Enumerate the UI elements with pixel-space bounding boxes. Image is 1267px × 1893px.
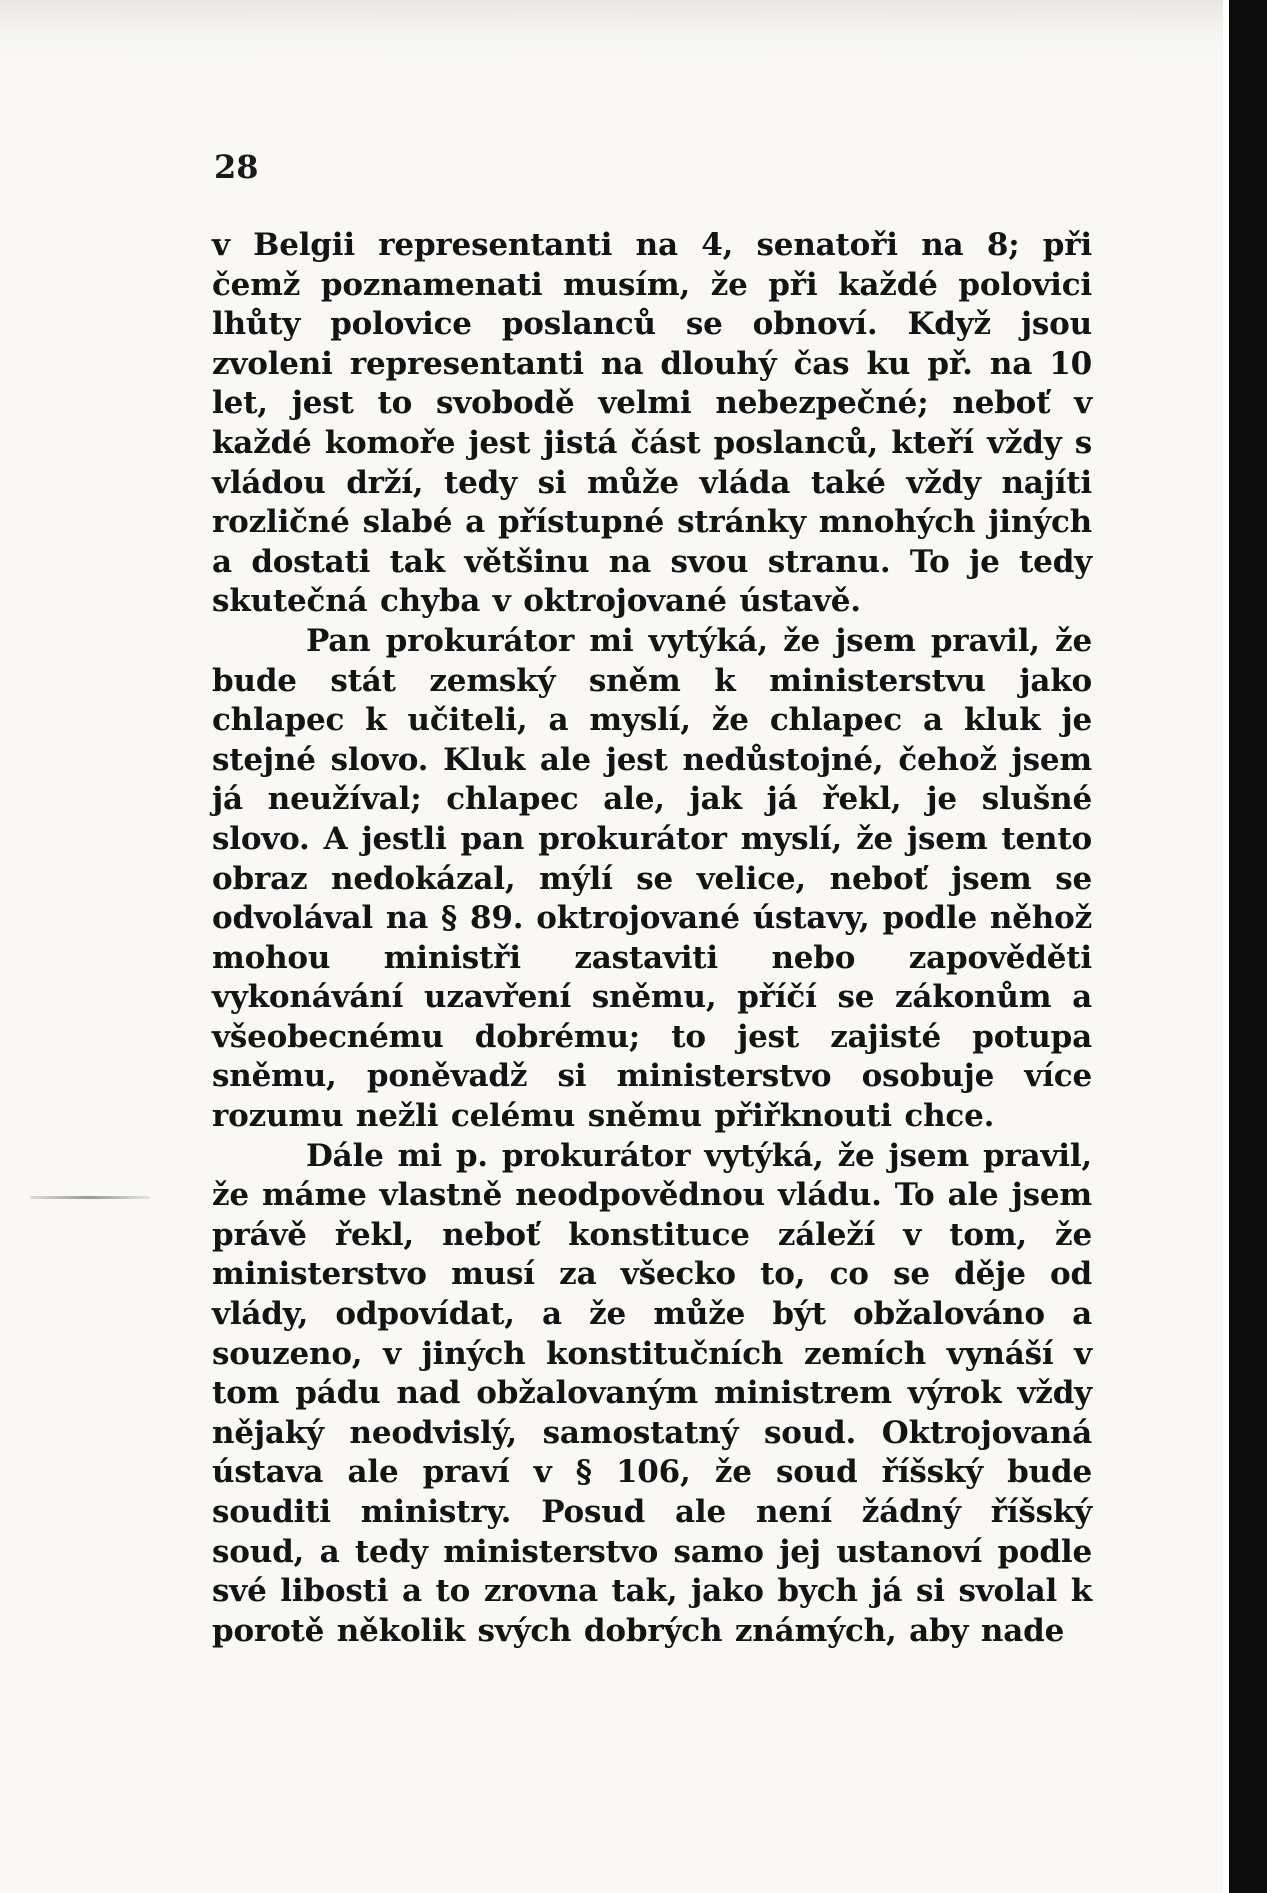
paragraph-3: Dále mi p. prokurátor vytýká, že jsem pravil, že máme vlastně neodpovědnou vládu. To ale jsem právě řekl, neboť konstituce záleží v tom, že ministerstvo musí za všecko to, co se děje od vlády, odpovídat, a že může být obžalováno a souzeno, v jiných konstitučních zemích vynáší v tom pádu nad obžalovaným ministrem výrok vždy nějaký neodvislý, samostatný soud. Oktrojovaná ústava ale praví v § 106, že soud říšský bude souditi ministry. Posud ale není žádný říšský soud, a tedy ministerstvo samo jej ustanoví podle své libosti a to zrovna tak, jako bych já si svolal k porotě několik svých dobrých známých, aby nade (212, 1137, 1092, 1649)
paragraph-2: Pan prokurátor mi vytýká, že jsem pravil, že bude stát zemský sněm k ministerstvu jako chlapec k učiteli, a myslí, že chlapec a kluk je stejné slovo. Kluk ale jest nedůstojné, čehož jsem já neužíval; chlapec ale, jak já řekl, je slušné slovo. A jestli pan prokurátor myslí, že jsem tento obraz nedokázal, mýlí se velice, neboť jsem se odvolával na § 89. oktrojované ústavy, podle něhož mohou ministři zastaviti nebo zapověděti vykonávání uzavření sněmu, příčí se zákonům a všeobecnému dobrému; to jest zajisté potupa sněmu, poněvadž si ministerstvo osobuje více rozumu nežli celému sněmu přiřknouti chce. (212, 622, 1092, 1135)
paragraph-1: v Belgii representanti na 4, senatoři na 8; při čemž poznamenati musím, že při každé polovici lhůty polovice poslanců se obnoví. Když jsou zvoleni representanti na dlouhý čas ku př. na 10 let, jest to svobodě velmi nebezpečné; neboť v každé komoře jest jistá část poslanců, kteří vždy s vládou drží, tedy si může vláda také vždy najíti rozličné slabé a přístupné stránky mnohých jiných a dostati tak většinu na svou stranu. To je tedy skutečná chyba v oktrojované ústavě. (212, 227, 1092, 620)
scan-top-shadow (0, 0, 1223, 60)
body-text (212, 226, 1092, 1651)
margin-stray-mark (30, 1196, 150, 1199)
scan-right-edge (1229, 0, 1267, 1893)
page-number: 28 (214, 148, 259, 186)
